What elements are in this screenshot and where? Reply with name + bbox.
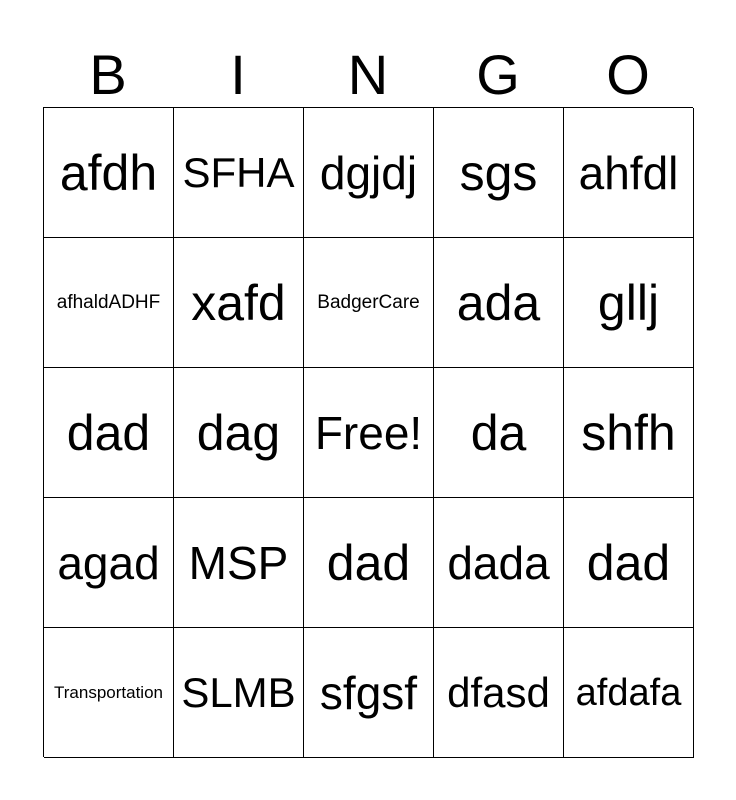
- cell-text: gllj: [597, 274, 660, 331]
- cell-text: MSP: [188, 536, 289, 589]
- cell-text: ada: [456, 274, 541, 331]
- cell-text: xafd: [191, 274, 286, 331]
- bingo-cell-r1c3[interactable]: [304, 108, 434, 238]
- cell-text: dada: [447, 536, 550, 589]
- cell-text: afhaldADHF: [56, 292, 161, 313]
- cell-text: dgjdj: [319, 146, 418, 199]
- header-letter-o: O: [606, 43, 650, 106]
- cell-text: shfh: [581, 404, 676, 461]
- bingo-cell-r2c2[interactable]: [174, 238, 304, 368]
- cell-text: dag: [196, 404, 281, 461]
- bingo-cell-r5c4[interactable]: [434, 628, 564, 758]
- header-letter-b: B: [89, 43, 127, 106]
- cell-text: sfgsf: [319, 666, 418, 719]
- cell-text: Transportation: [54, 683, 163, 702]
- bingo-board: [43, 107, 693, 757]
- bingo-cell-r1c1[interactable]: [44, 108, 174, 238]
- cell-text: dad: [66, 404, 151, 461]
- cell-text: afdafa: [575, 671, 682, 714]
- bingo-cell-r5c3[interactable]: [304, 628, 434, 758]
- bingo-cell-r3c5[interactable]: [564, 368, 694, 498]
- bingo-cell-r1c2[interactable]: [174, 108, 304, 238]
- cell-text: dfasd: [447, 668, 550, 716]
- bingo-cell-r1c5[interactable]: [564, 108, 694, 238]
- cell-text: ahfdl: [578, 146, 679, 199]
- cell-text: dad: [326, 534, 411, 591]
- bingo-cell-r3c4[interactable]: [434, 368, 564, 498]
- bingo-header: [43, 40, 693, 108]
- cell-text: afdh: [59, 144, 158, 201]
- bingo-cell-r5c1[interactable]: [44, 628, 174, 758]
- bingo-cell-r5c5[interactable]: [564, 628, 694, 758]
- cell-text: SLMB: [181, 668, 296, 716]
- bingo-cell-r4c5[interactable]: [564, 498, 694, 628]
- bingo-cell-r2c5[interactable]: [564, 238, 694, 368]
- cell-text: BadgerCare: [317, 292, 420, 313]
- bingo-cell-r3c1[interactable]: [44, 368, 174, 498]
- cell-text: da: [470, 404, 527, 461]
- bingo-cell-r2c4[interactable]: [434, 238, 564, 368]
- bingo-cell-r4c1[interactable]: [44, 498, 174, 628]
- header-letter-g: G: [476, 43, 520, 106]
- bingo-cell-r4c2[interactable]: [174, 498, 304, 628]
- bingo-cell-r2c3[interactable]: [304, 238, 434, 368]
- bingo-cell-r3c2[interactable]: [174, 368, 304, 498]
- cell-text: sgs: [459, 144, 538, 201]
- cell-text: agad: [57, 536, 160, 589]
- bingo-cell-r4c4[interactable]: [434, 498, 564, 628]
- bingo-cell-r2c1[interactable]: [44, 238, 174, 368]
- bingo-cell-r1c4[interactable]: [434, 108, 564, 238]
- free-space-text: Free!: [314, 406, 423, 459]
- bingo-cell-r5c2[interactable]: [174, 628, 304, 758]
- cell-text: dad: [586, 534, 671, 591]
- cell-text: SFHA: [182, 148, 295, 196]
- header-letter-i: I: [230, 43, 246, 106]
- free-space-cell[interactable]: [304, 368, 434, 498]
- header-letter-n: N: [347, 43, 389, 106]
- bingo-cell-r4c3[interactable]: [304, 498, 434, 628]
